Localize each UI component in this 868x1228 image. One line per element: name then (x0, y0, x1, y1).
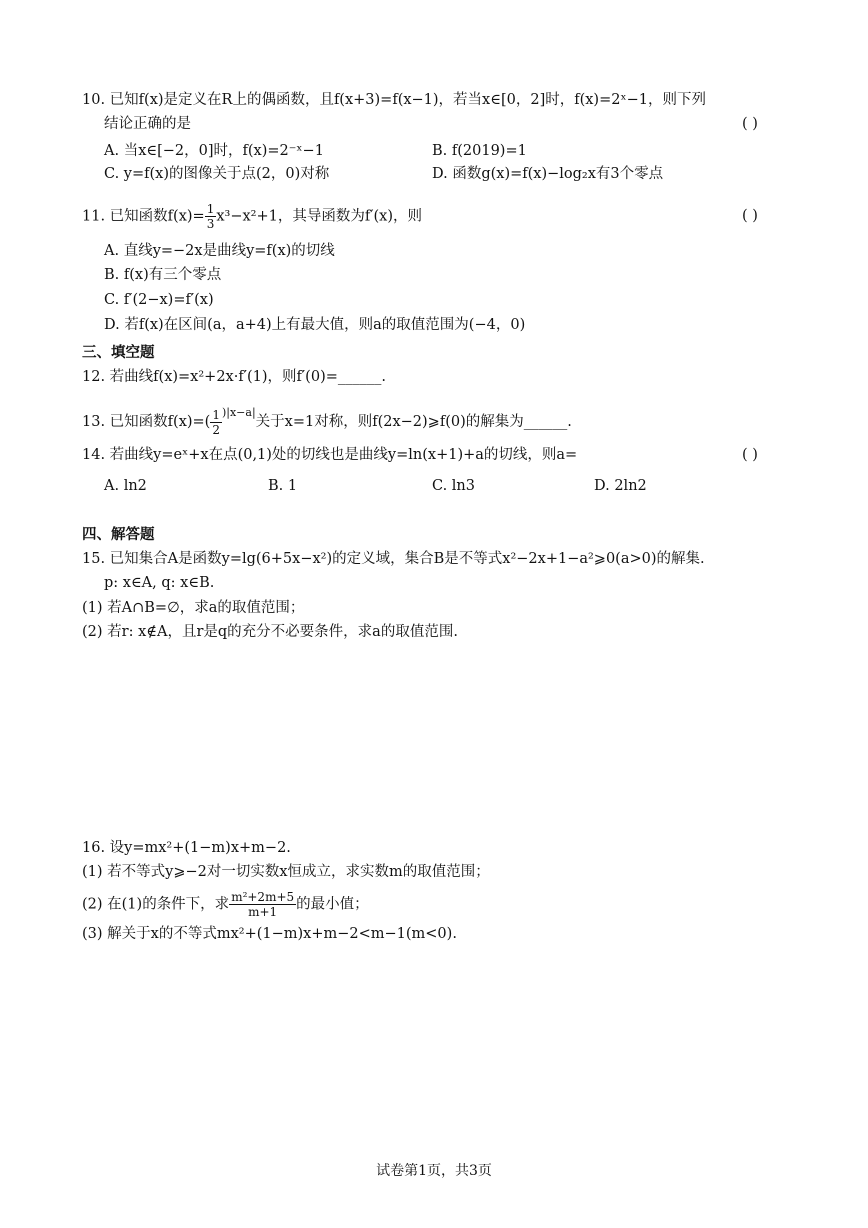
q16-frac-den: m+1 (248, 905, 278, 919)
q11-option-b: B. f(x)有三个零点 (104, 267, 222, 283)
q11-fraction (205, 202, 217, 231)
section-answer-heading: 四、解答题 (82, 526, 155, 543)
q16-part1: (1) 若不等式y⩾−2对一切实数x恒成立，求实数m的取值范围； (82, 864, 490, 880)
q13-exponent: )|x−a| (221, 406, 256, 419)
q10-answer-paren: ( ) (742, 116, 758, 132)
q11-option-d: D. 若f(x)在区间(a，a+4)上有最大值，则a的取值范围为(−4，0) (104, 317, 526, 333)
q16-part2-prefix: (2) 在(1)的条件下，求 (82, 896, 230, 913)
q10-line2: 结论正确的是 (104, 116, 191, 132)
q16-part2-suffix: 的最小值； (296, 896, 369, 913)
q11-frac-num: 1 (206, 202, 215, 216)
q12: 12. 若曲线f(x)=x²+2x·f′(1)，则f′(0)=______. (82, 369, 386, 385)
q11-option-c: C. f′(2−x)=f′(x) (104, 292, 214, 308)
q15-part2: (2) 若r: x∉A，且r是q的充分不必要条件，求a的取值范围. (82, 624, 458, 640)
q14-stem: 14. 若曲线y=eˣ+x在点(0,1)处的切线也是曲线y=ln(x+1)+a的切线，则a= (82, 447, 578, 463)
q13 (82, 403, 572, 437)
q10-option-b: B. f(2019)=1 (432, 143, 527, 159)
q11-frac-den: 3 (206, 217, 215, 231)
q13-frac-den: 2 (212, 422, 220, 437)
q14-option-c: C. ln3 (432, 478, 475, 494)
q14-option-d: D. 2ln2 (594, 478, 647, 494)
q16-part3: (3) 解关于x的不等式mx²+(1−m)x+m−2<m−1(m<0). (82, 926, 457, 942)
q16-fraction (229, 890, 296, 919)
q11-answer-paren: ( ) (742, 208, 758, 224)
q15-part1: (1) 若A∩B=∅，求a的取值范围； (82, 600, 305, 616)
q11-suffix: x³−x²+1，其导函数为f′(x)，则 (216, 208, 422, 225)
q11-stem (82, 202, 422, 231)
q10-option-c: C. y=f(x)的图像关于点(2，0)对称 (104, 166, 330, 182)
q16-stem: 16. 设y=mx²+(1−m)x+m−2. (82, 840, 291, 856)
q13-suffix: 关于x=1对称，则f(2x−2)⩾f(0)的解集为______. (255, 414, 572, 430)
q16-frac-num: m²+2m+5 (231, 890, 295, 904)
q13-prefix: 13. 已知函数f(x)=( (82, 414, 211, 430)
q15-propositions: p: x∈A, q: x∈B. (104, 575, 215, 591)
q15-stem: 15. 已知集合A是函数y=lg(6+5x−x²)的定义域，集合B是不等式x²−2x+1−a²⩾0(a>0)的解集. (82, 551, 705, 567)
q10-option-a: A. 当x∈[−2，0]时，f(x)=2⁻ˣ−1 (104, 143, 324, 159)
section-fill-blank-heading: 三、填空题 (82, 344, 155, 361)
q10-option-d: D. 函数g(x)=f(x)−log₂x有3个零点 (432, 166, 664, 182)
q11-option-a: A. 直线y=−2x是曲线y=f(x)的切线 (104, 243, 335, 259)
q13-frac-num: 1 (212, 407, 220, 422)
q13-fraction (210, 408, 222, 437)
page-footer: 试卷第1页，共3页 (376, 1163, 492, 1179)
q14-option-a: A. ln2 (104, 478, 147, 494)
q11-prefix: 11. 已知函数f(x)= (82, 208, 205, 225)
q14-answer-paren: ( ) (742, 447, 758, 463)
q16-part2 (82, 890, 369, 919)
q10-line1: 10. 已知f(x)是定义在R上的偶函数，且f(x+3)=f(x−1)，若当x∈[0，2]时，f(x)=2ˣ−1，则下列 (82, 92, 706, 108)
q14-option-b: B. 1 (268, 478, 298, 494)
